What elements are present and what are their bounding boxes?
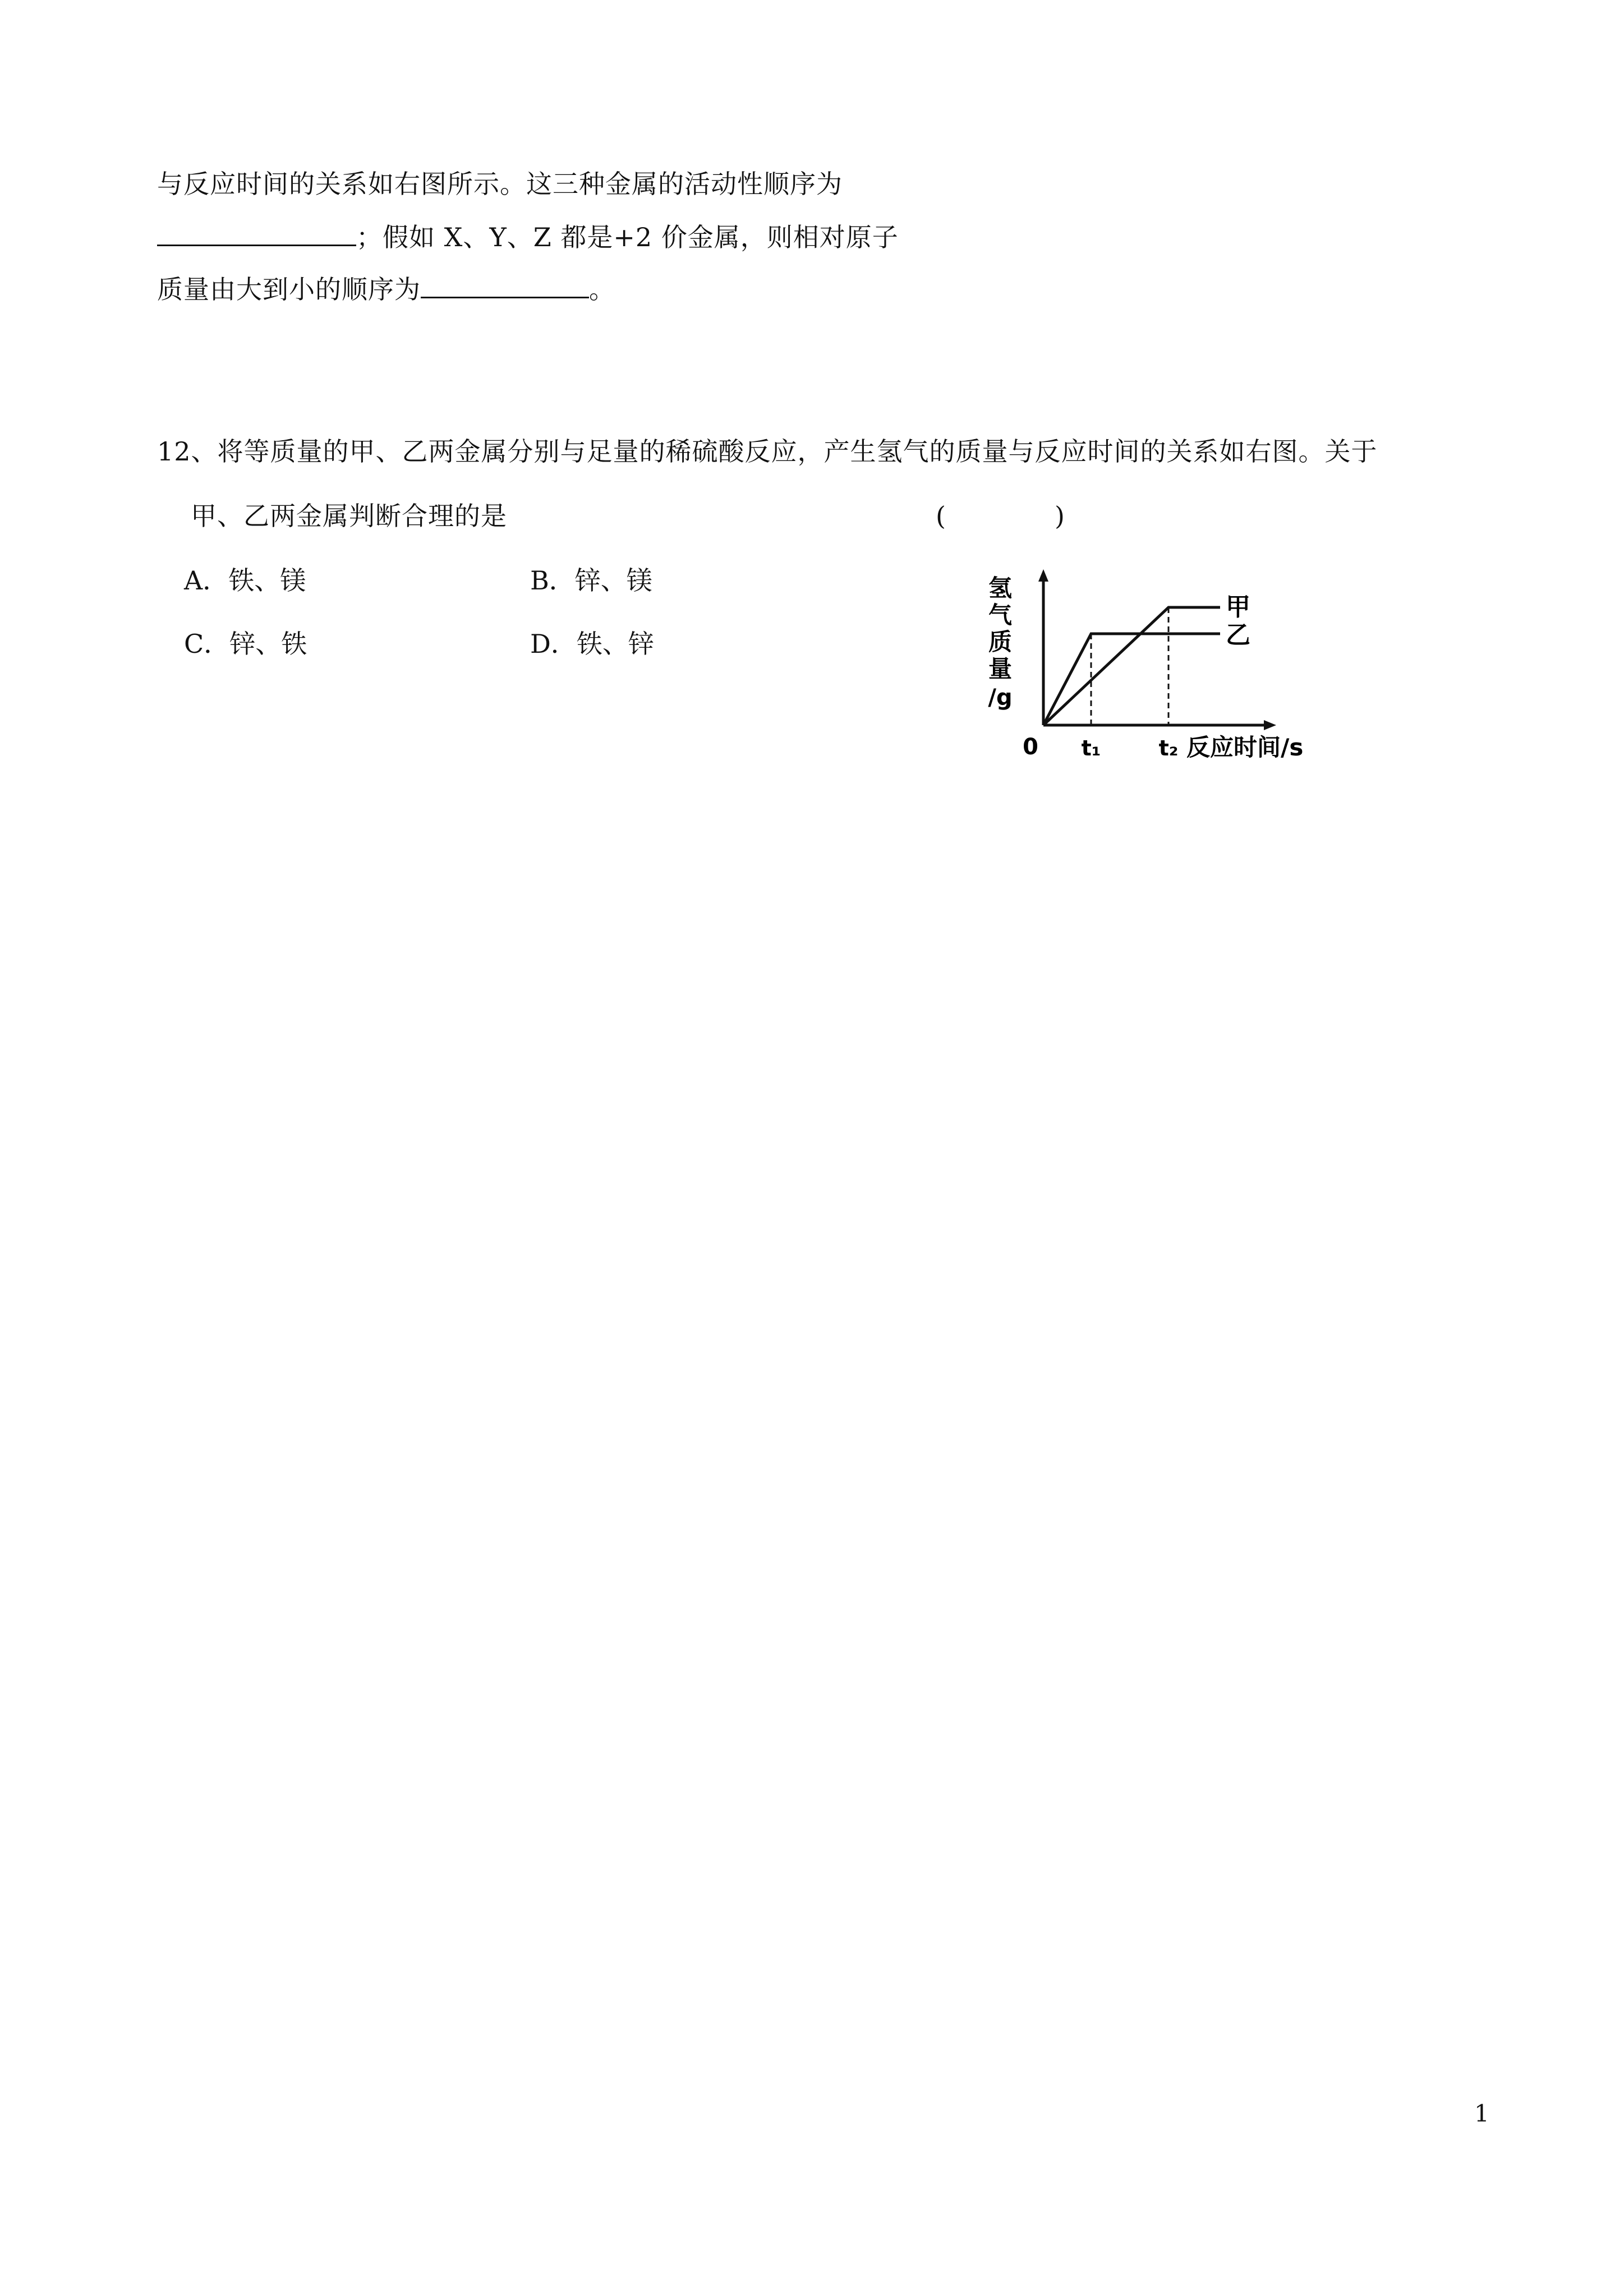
series-jia-line (1043, 607, 1220, 725)
series-yi-line (1043, 634, 1220, 725)
option-c[interactable]: C．锌、铁 (184, 629, 307, 659)
y-axis-label-char-2: 气 (988, 601, 1013, 629)
answer-paren-close: ) (1055, 501, 1065, 531)
prev-question-line-1 (157, 167, 843, 201)
option-b[interactable]: B．锌、镁 (530, 565, 652, 596)
y-axis-label-char-5: /g (988, 685, 1013, 711)
prev-question-line-2 (157, 220, 899, 254)
x-tick-t2: t₂ (1158, 736, 1179, 760)
prev-question-line-2-text: ；假如 X、Y、Z 都是+2 价金属，则相对原子 (356, 222, 899, 252)
series-jia-label: 甲 (1226, 593, 1250, 621)
answer-blank-atomic-mass-order[interactable] (421, 272, 589, 298)
x-tick-t1: t₁ (1081, 736, 1101, 760)
page-number: 1 (1474, 2100, 1489, 2127)
hydrogen-mass-chart (984, 569, 1332, 771)
answer-blank-activity-order[interactable] (157, 220, 356, 246)
question-12-stem: 12、将等质量的甲、乙两金属分别与足量的稀硫酸反应，产生氢气的质量与反应时间的关系如右图。关于 (157, 436, 1378, 467)
prev-question-line-3-end: 。 (589, 274, 615, 305)
x-tick-0: 0 (1023, 734, 1038, 760)
question-12-line-2 (191, 499, 507, 533)
question-12-line-1 (157, 435, 1378, 468)
prev-question-line-3-text: 质量由大到小的顺序为 (157, 274, 421, 305)
answer-paren-open: ( (936, 501, 946, 531)
question-12-stem-cont: 甲、乙两金属判断合理的是 (191, 501, 507, 531)
x-axis-label: 反应时间/s (1186, 734, 1304, 761)
y-axis-label-char-1: 氢 (988, 574, 1013, 602)
option-a[interactable]: A．铁、镁 (184, 565, 306, 596)
x-axis-arrow (1264, 720, 1276, 730)
y-axis-label-char-4: 量 (988, 655, 1013, 683)
series-yi-label: 乙 (1226, 621, 1250, 649)
y-axis-label-char-3: 质 (988, 628, 1013, 656)
prev-question-line-1-text: 与反应时间的关系如右图所示。这三种金属的活动性顺序为 (157, 169, 843, 199)
y-axis-arrow (1038, 569, 1048, 582)
option-d[interactable]: D．铁、锌 (530, 629, 654, 659)
prev-question-line-3 (157, 272, 615, 306)
y-axis-label (988, 574, 1012, 711)
